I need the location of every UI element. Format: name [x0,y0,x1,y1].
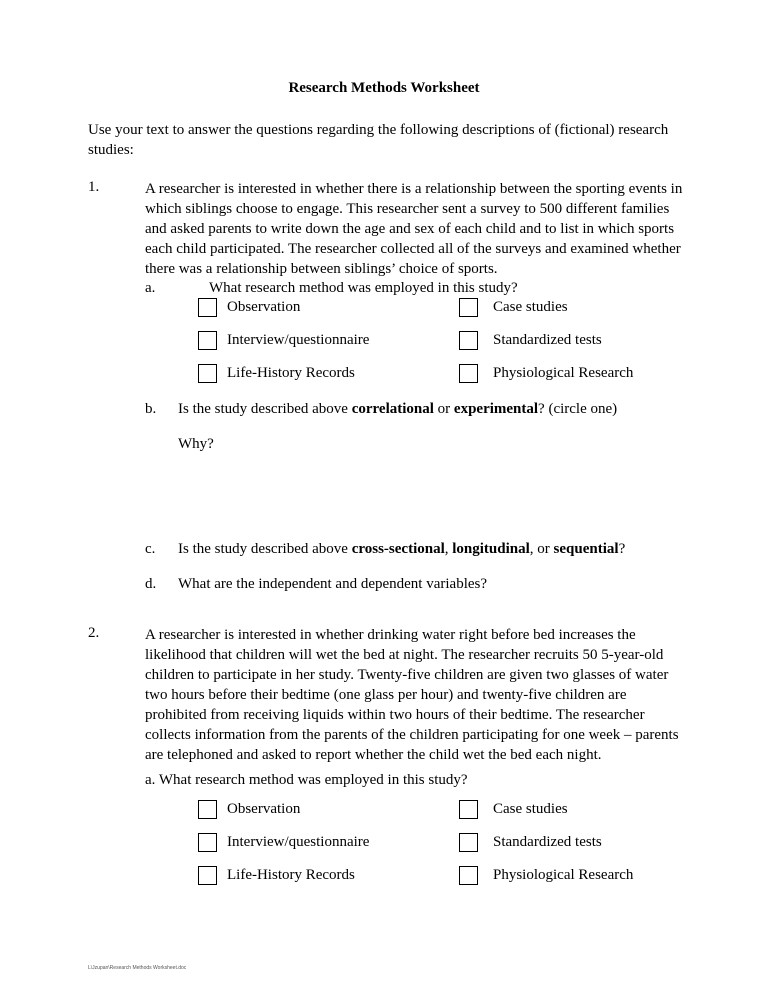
question-1d-text: What are the independent and dependent variables? [178,576,488,592]
checkbox[interactable] [459,331,478,350]
question-1a-text: What research method was employed in this study? [209,280,518,296]
checkbox[interactable] [459,833,478,852]
q1-option-interview[interactable]: Interview/questionnaire [198,331,369,350]
q1-option-case-studies[interactable]: Case studies [459,298,568,317]
question-2a-text: a. What research method was employed in this study? [145,772,468,788]
checkbox[interactable] [198,833,217,852]
checkbox[interactable] [459,298,478,317]
q1-option-observation[interactable]: Observation [198,298,300,317]
question-1a-letter: a. [145,280,156,296]
checkbox[interactable] [198,364,217,383]
checkbox[interactable] [198,866,217,885]
q2-option-observation[interactable]: Observation [198,800,300,819]
q2-option-case-studies[interactable]: Case studies [459,800,568,819]
question-1-text: A researcher is interested in whether there is a relationship between the sporting events in which siblings choose to engage. This researcher sent a survey to 500 different families and asked parents to write down the age and sex of each child and to list in which sports each child participated. The researcher collected all of the surveys and examined whether there was a relationship between siblings’ choice of sports. [145,181,683,277]
q2-option-physiological[interactable]: Physiological Research [459,866,633,885]
q2-option-standardized-tests[interactable]: Standardized tests [459,833,602,852]
page-title: Research Methods Worksheet [288,80,480,96]
question-2-number: 2. [88,625,100,641]
question-1c-text: Is the study described above cross-sectional, longitudinal, or sequential? [178,541,626,557]
question-1-number: 1. [88,179,100,195]
q1-option-standardized-tests[interactable]: Standardized tests [459,331,602,350]
question-2-text: A researcher is interested in whether drinking water right before bed increases the likelihood that children will wet the bed at night. The researcher recruits 50 5-year-old children to participate in her study. Twenty-five children are given two glasses of water two hours before their bedtime (one glass per hour) and twenty-five children are prohibited from receiving liquids within two hours of their bedtime. The researcher collects information from the parents of the children participating for one week – parents are telephoned and asked to report whether the child wet the bed each night. [145,627,679,763]
checkbox[interactable] [198,331,217,350]
question-1b-why: Why? [178,436,214,452]
checkbox[interactable] [459,866,478,885]
question-1d-letter: d. [145,576,157,592]
question-1b-text: Is the study described above correlational or experimental? (circle one) [178,401,618,417]
q1-option-life-history[interactable]: Life-History Records [198,364,355,383]
intro-text: Use your text to answer the questions regarding the following descriptions of (fictional) research studies: [88,122,669,158]
question-1c-letter: c. [145,541,156,557]
question-1b-letter: b. [145,401,157,417]
checkbox[interactable] [198,298,217,317]
checkbox[interactable] [459,800,478,819]
q1-option-physiological[interactable]: Physiological Research [459,364,633,383]
checkbox[interactable] [459,364,478,383]
footer-file-path: L\Jzupan\Research Methods Worksheet.doc [88,965,187,971]
checkbox[interactable] [198,800,217,819]
q2-option-interview[interactable]: Interview/questionnaire [198,833,369,852]
q2-option-life-history[interactable]: Life-History Records [198,866,355,885]
